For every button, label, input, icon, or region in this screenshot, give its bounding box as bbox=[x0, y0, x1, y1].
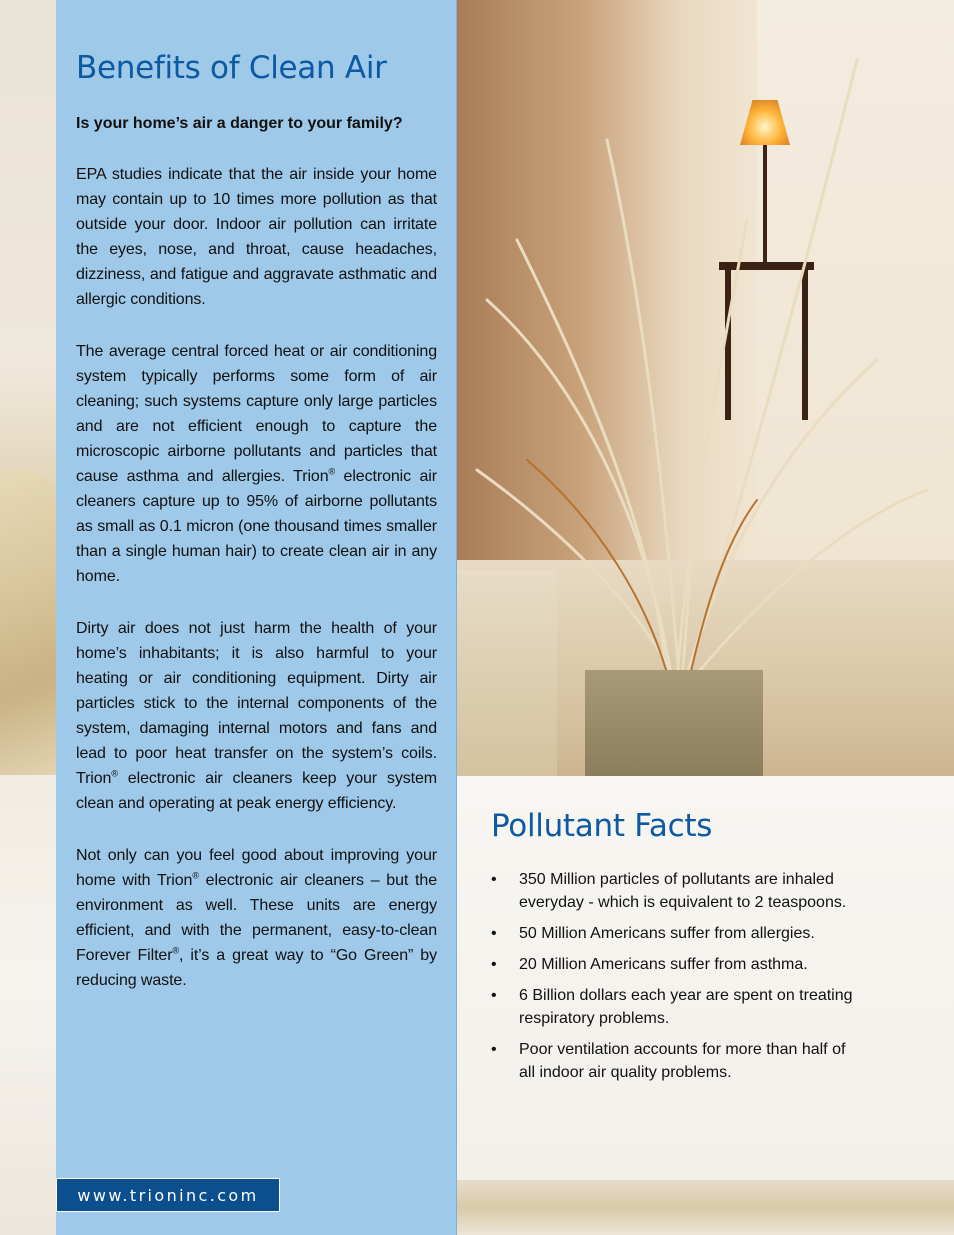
list-item: • 20 Million Americans suffer from asthma. bbox=[491, 953, 861, 976]
registered-mark: ® bbox=[192, 870, 199, 881]
facts-list bbox=[491, 868, 861, 1092]
registered-mark: ® bbox=[111, 768, 118, 779]
list-item: • Poor ventilation accounts for more than half of all indoor air quality problems. bbox=[491, 1038, 861, 1084]
benefits-content bbox=[76, 48, 437, 993]
background-photo-left bbox=[0, 0, 56, 1235]
website-url[interactable]: www.trioninc.com bbox=[56, 1178, 280, 1212]
sofa-image bbox=[0, 470, 56, 775]
list-item: • 6 Billion dollars each year are spent on treating respiratory problems. bbox=[491, 984, 861, 1030]
pollutant-facts-panel bbox=[457, 776, 954, 1180]
paragraph-epa: EPA studies indicate that the air inside your home may contain up to 10 times more pollution as that outside your door. Indoor air pollution can irritate the eyes, nose, and throat, cause headaches, dizziness, and fatigue and aggravate asthmatic and allergic conditions. bbox=[76, 166, 437, 308]
paragraph-central-system: The average central forced heat or air conditioning system typically performs some form of air cleaning; such systems capture only large particles and are not efficient enough to capture the microscopic airborne pollutants and particles that cause asthma and allergies. Trion® electronic air cleaners capture up to 95% of airborne pollutants as small as 0.1 micron (one thousand times smaller than a single human hair) to create clean air in any home. bbox=[76, 343, 437, 585]
subheading: Is your home’s air a danger to your family? bbox=[76, 115, 403, 132]
bullet-icon: • bbox=[491, 1041, 497, 1058]
paragraph-go-green: Not only can you feel good about improving your home with Trion® electronic air cleaners – but the environment as well. These units are energy efficient, and with the permanent, easy-to-clean Forever Filter®, it’s a great way to “Go Green” by reducing waste. bbox=[76, 847, 437, 989]
room-photo bbox=[457, 0, 954, 776]
page-title: Benefits of Clean Air bbox=[76, 50, 387, 86]
facts-title: Pollutant Facts bbox=[491, 808, 713, 844]
bullet-icon: • bbox=[491, 956, 497, 973]
registered-mark: ® bbox=[172, 945, 179, 956]
benefits-panel bbox=[56, 0, 457, 1235]
registered-mark: ® bbox=[328, 466, 336, 477]
bullet-icon: • bbox=[491, 925, 497, 942]
vase bbox=[585, 670, 763, 776]
list-item: • 50 Million Americans suffer from allergies. bbox=[491, 922, 861, 945]
branches-decoration bbox=[457, 0, 954, 776]
bullet-icon: • bbox=[491, 871, 497, 888]
paragraph-dirty-air: Dirty air does not just harm the health of your home’s inhabitants; it is also harmful to your heating or air conditioning equipment. Dirty air particles stick to the internal components of the system, damaging internal motors and fans and lead to poor heat transfer on the system’s coils. Trion® electronic air cleaners keep your system clean and operating at peak energy efficiency. bbox=[76, 620, 437, 812]
bullet-icon: • bbox=[491, 987, 497, 1004]
bottom-photo-strip bbox=[457, 1180, 954, 1235]
list-item: • 350 Million particles of pollutants are inhaled everyday - which is equivalent to 2 teaspoons. bbox=[491, 868, 861, 914]
